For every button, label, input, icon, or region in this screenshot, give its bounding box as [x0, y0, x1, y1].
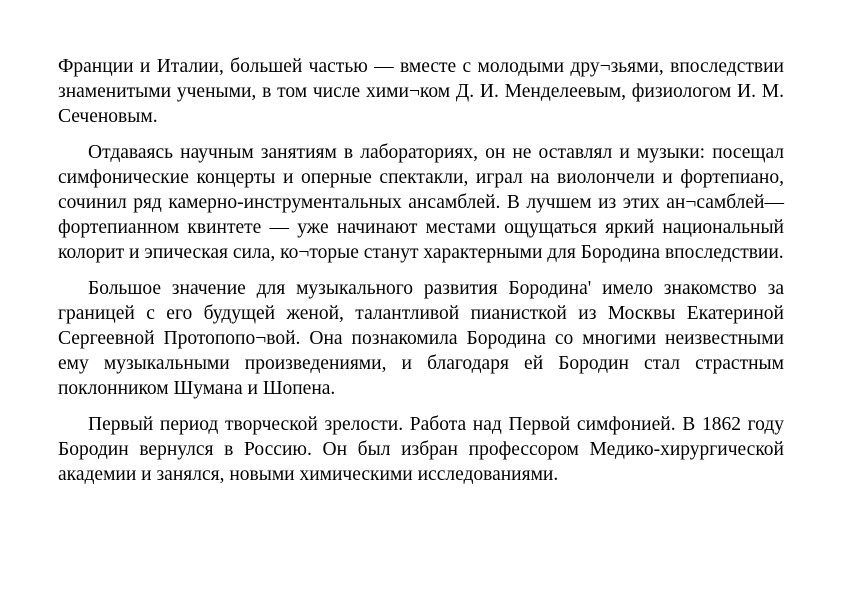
paragraph-3: Большое значение для музыкального развития Бородина' имело знакомство за границей с его будущей женой, талантливой пианисткой из Москвы Екатериной Сергеевной Протопопо¬вой. Она познакомила Бородина со многими неизвестными ему музыкальными произведениями, и благодаря ей Бородин стал страстным поклонником Шумана и Шопена. — [58, 277, 784, 400]
paragraph-2: Отдаваясь научным занятиям в лабораториях, он не оставлял и музыки: посещал симфонические концерты и оперные спектакли, играл на виолончели и фортепиано, сочинил ряд камерно-инструментальных ансамблей. В лучшем из этих ан¬самблей— фортепианном квинтете — уже начинают местами ощущаться яркий национальный колорит и эпическая сила, ко¬торые станут характерными для Бородина впоследствии. — [58, 141, 784, 264]
paragraph-1: Франции и Италии, большей частью — вместе с молодыми дру¬зьями, впоследствии знаменитыми учеными, в том числе хими¬ком Д. И. Менделеевым, физиологом И. М. Сеченовым. — [58, 56, 784, 128]
document-page — [58, 54, 784, 497]
paragraph-4: Первый период творческой зрелости. Работа над Первой симфонией. В 1862 году Бородин вернулся в Россию. Он был избран профессором Медико-хирургической академии и занялся, новыми химическими исследованиями. — [58, 413, 784, 486]
